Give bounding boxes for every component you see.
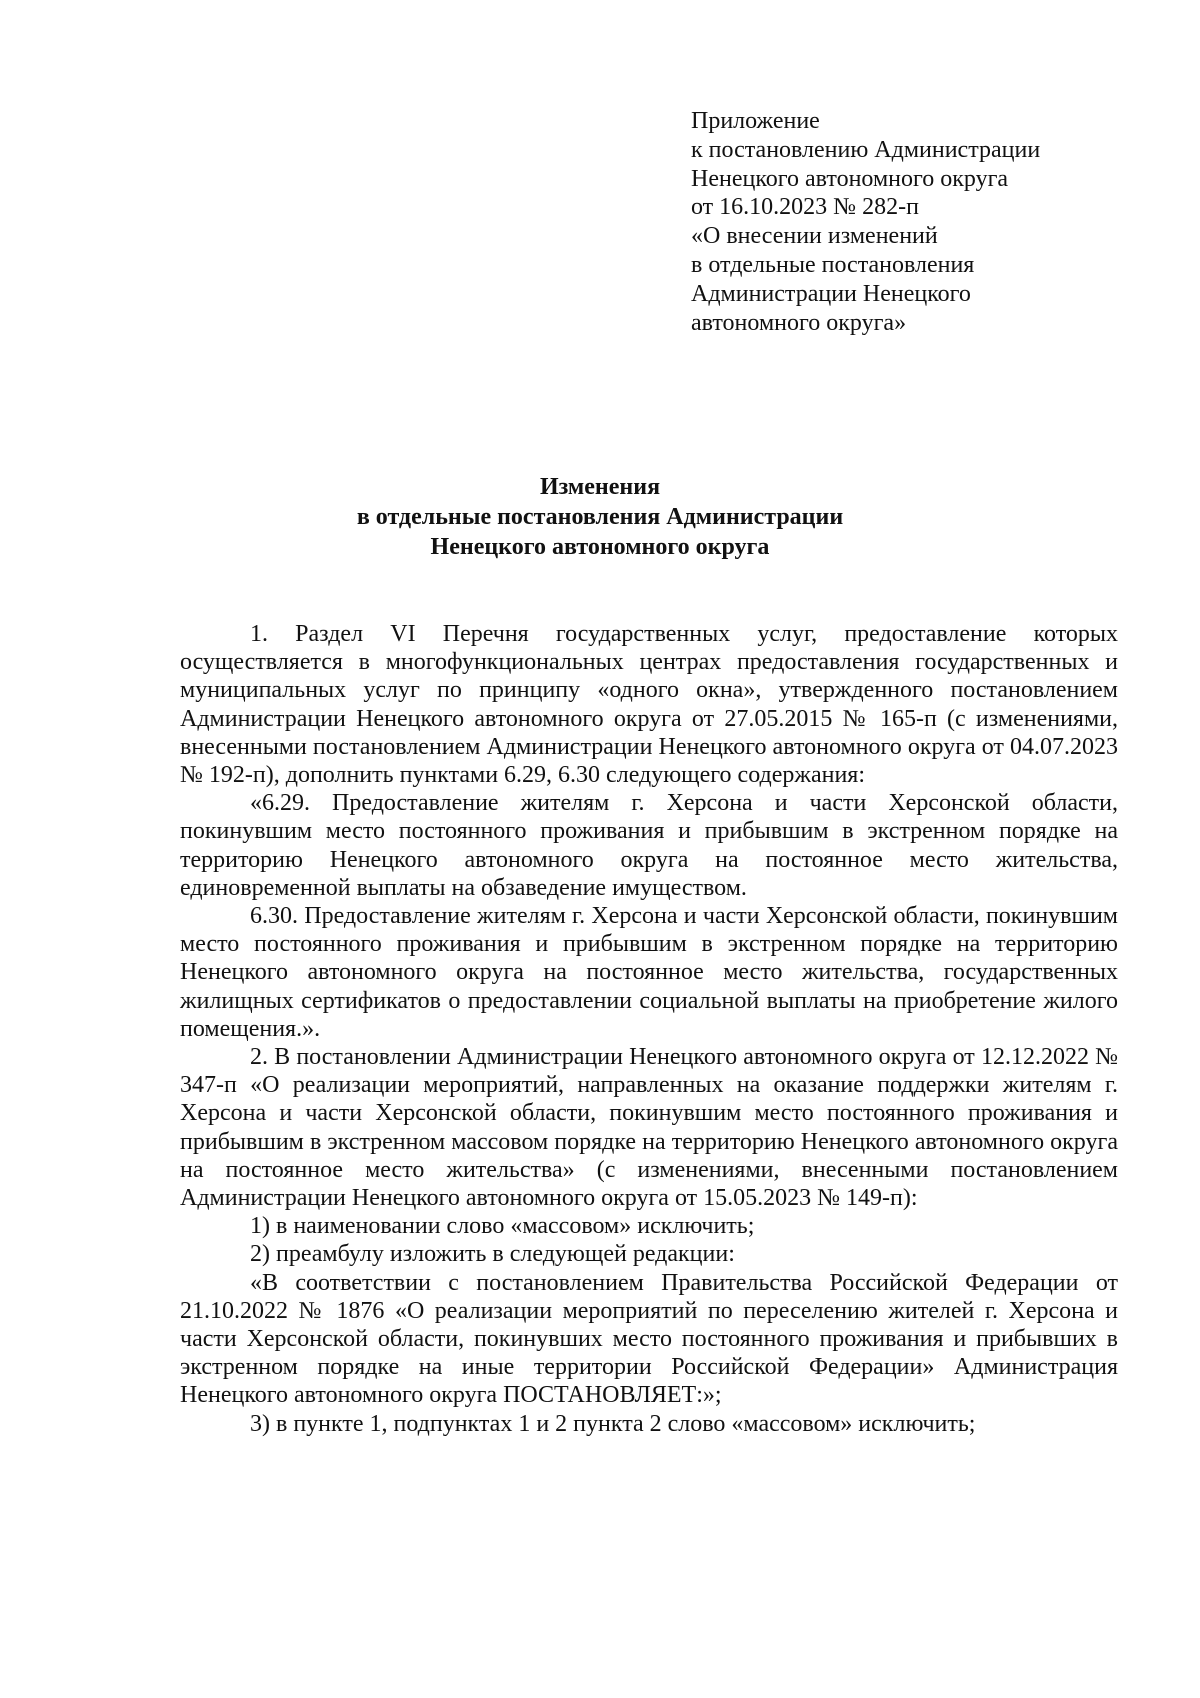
annex-line: к постановлению Администрации (691, 136, 1041, 163)
paragraph-item-2: 2. В постановлении Администрации Ненецкого автономного округа от 12.12.2022 № 347-п «О реализации мероприятий, направленных на оказание поддержки жителям г. Херсона и части Херсонской области, покинувшим место постоянного проживания и прибывшим в экстренном массовом порядке на территорию Ненецкого автономного округа на постоянное место жительства» (с изменениями, внесенными постановлением Администрации Ненецкого автономного округа от 15.05.2023 № 149-п): (180, 1044, 1118, 1212)
paragraph-subitem-3: 3) в пункте 1, подпунктах 1 и 2 пункта 2 слово «массовом» исключить; (250, 1410, 976, 1437)
paragraph-item-6-30: 6.30. Предоставление жителям г. Херсона и части Херсонской области, покинувшим место постоянного проживания и прибывшим в экстренном порядке на территорию Ненецкого автономного округа на постоянное место жительства, государственных жилищных сертификатов о предоставлении социальной выплаты на приобретение жилого помещения.». (180, 903, 1118, 1042)
paragraph-item-1: 1. Раздел VI Перечня государственных услуг, предоставление которых осуществляется в многофункциональных центрах предоставления государственных и муниципальных услуг по принципу «одного окна», утвержденного постановлением Администрации Ненецкого автономного округа от 27.05.2015 № 165-п (с изменениями, внесенными постановлением Администрации Ненецкого автономного округа от 04.07.2023 № 192-п), дополнить пунктами 6.29, 6.30 следующего содержания: (180, 621, 1118, 789)
annex-line: в отдельные постановления (691, 251, 975, 278)
annex-line: Администрации Ненецкого (691, 280, 971, 307)
annex-line: Ненецкого автономного округа (691, 165, 1009, 192)
title-line: Изменения (539, 474, 661, 500)
annex-line: Приложение (691, 108, 820, 134)
annex-line: автономного округа» (691, 309, 907, 336)
paragraph-subitem-1: 1) в наименовании слово «массовом» исключить; (250, 1213, 755, 1240)
annex-line: «О внесении изменений (691, 223, 938, 250)
paragraph-subitem-2: 2) преамбулу изложить в следующей редакции: (250, 1241, 735, 1268)
title-line: в отдельные постановления Администрации (356, 504, 844, 530)
document-body (180, 620, 1118, 1438)
annex-line: от 16.10.2023 № 282-п (691, 194, 919, 221)
title-line: Ненецкого автономного округа (430, 534, 770, 560)
annex-header (691, 107, 1131, 337)
document-title (0, 472, 1200, 562)
paragraph-preamble: «В соответствии с постановлением Правительства Российской Федерации от 21.10.2022 № 1876 «О реализации мероприятий по переселению жителей г. Херсона и части Херсонской области, покинувших место постоянного проживания и прибывших в экстренном порядке на иные территории Российской Федерации» Администрация Ненецкого автономного округа ПОСТАНОВЛЯЕТ:»; (180, 1269, 1118, 1409)
paragraph-item-6-29: «6.29. Предоставление жителям г. Херсона и части Херсонской области, покинувшим место постоянного проживания и прибывшим в экстренном порядке на территорию Ненецкого автономного округа на постоянное место жительства, единовременной выплаты на обзаведение имуществом. (180, 790, 1118, 901)
